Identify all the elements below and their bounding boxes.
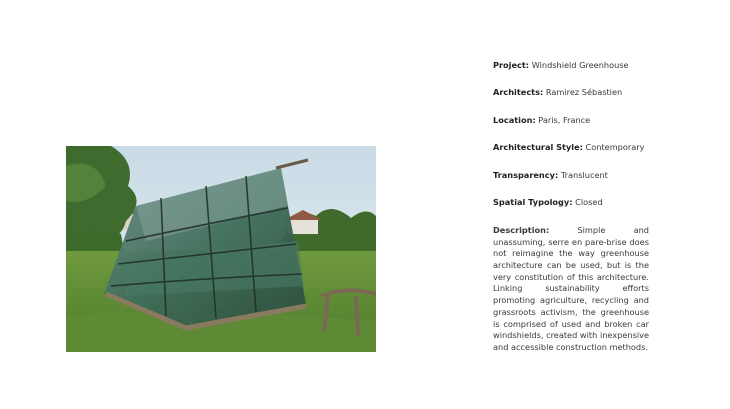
description-text: Simple and unassuming, serre en pare-brise does not reimagine the way greenhouse architecture can be used, but is the very constitution of this architecture. Linking sustainability efforts promoting agriculture, recycling and grassroots activism, the greenhouse is comprised of used and broken car windshields, created with inexpensive and accessible construction methods. xyxy=(493,224,649,352)
architects-row xyxy=(493,87,649,98)
location-row xyxy=(493,115,649,126)
location-value: Paris, France xyxy=(538,114,591,125)
greenhouse-photo xyxy=(66,146,376,352)
typology-row xyxy=(493,197,649,208)
typology-label: Spatial Typology: xyxy=(493,197,573,208)
project-label: Project: xyxy=(493,60,530,70)
style-value: Contemporary xyxy=(585,142,645,153)
description xyxy=(493,225,649,354)
transparency-value: Translucent xyxy=(560,169,608,180)
project-row xyxy=(493,60,649,71)
transparency-label: Transparency: xyxy=(493,169,559,180)
description-label: Description: xyxy=(493,224,550,235)
style-row xyxy=(493,142,649,153)
project-value: Windshield Greenhouse xyxy=(531,60,629,70)
location-label: Location: xyxy=(493,114,536,125)
typology-value: Closed xyxy=(575,197,603,208)
project-info xyxy=(493,60,649,354)
architects-value: Ramirez Sébastien xyxy=(545,87,623,98)
style-label: Architectural Style: xyxy=(493,142,583,153)
transparency-row xyxy=(493,170,649,181)
architects-label: Architects: xyxy=(493,87,544,98)
